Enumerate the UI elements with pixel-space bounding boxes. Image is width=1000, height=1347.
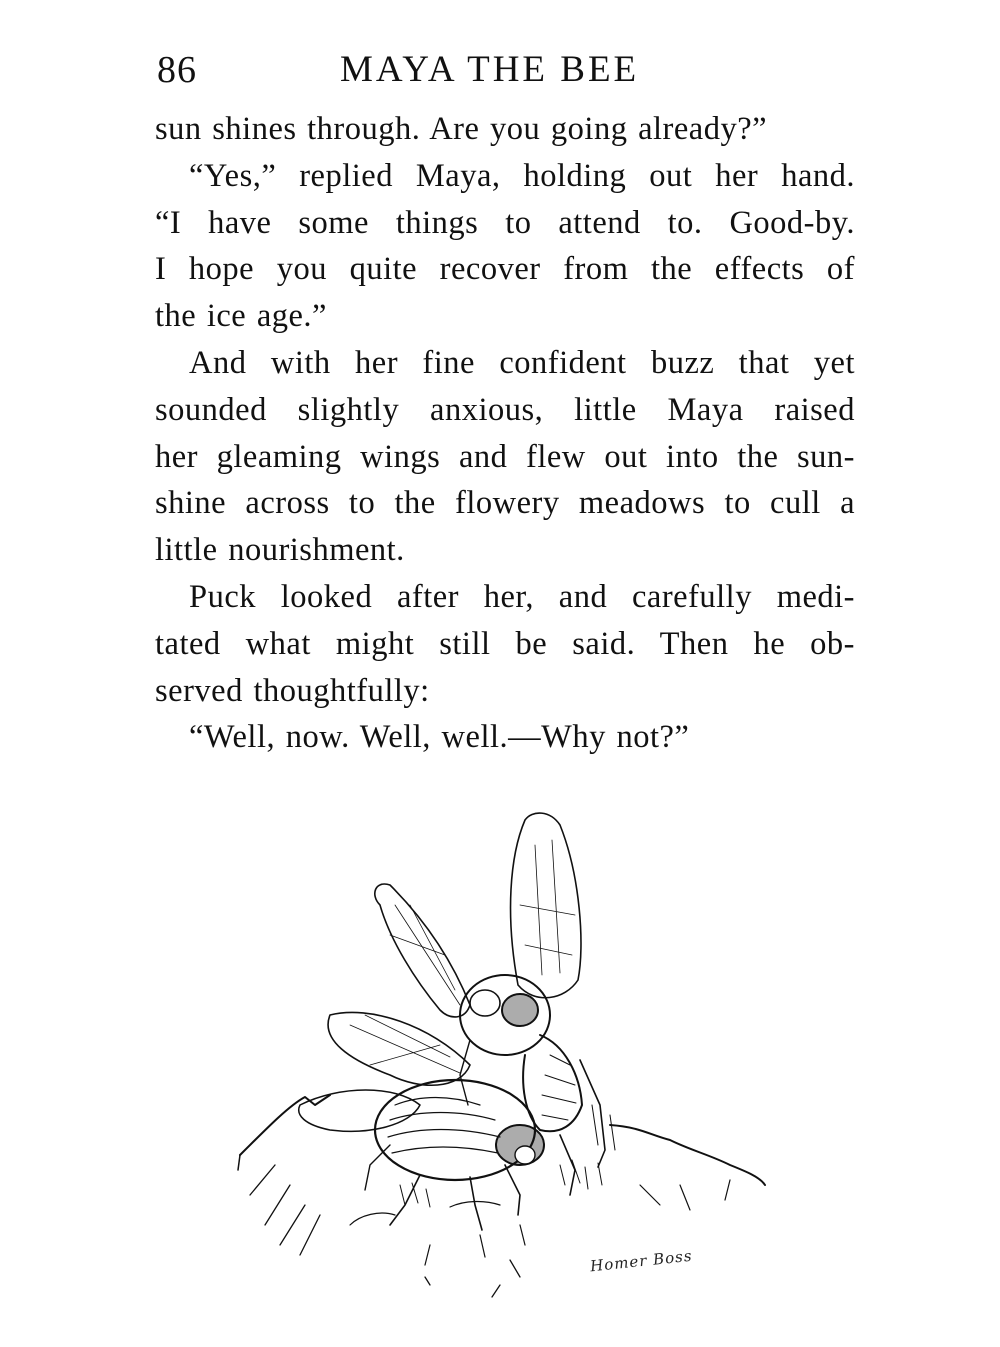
page-number: 86	[157, 49, 197, 91]
paragraph	[155, 340, 855, 574]
paragraph	[155, 153, 855, 340]
text-line: little nourishment.	[155, 532, 405, 569]
illustrator-signature: Homer Boss	[589, 1246, 694, 1276]
page-header	[0, 48, 1000, 98]
text-line: tated what might still be said. Then he ob-	[155, 625, 855, 662]
paragraph	[155, 714, 855, 761]
text-line: Puck looked after her, and carefully medi-	[189, 578, 855, 615]
paragraph	[155, 574, 855, 714]
text-line: I hope you quite recover from the effects of	[155, 251, 855, 288]
text-line: sun shines through. Are you going already?”	[155, 111, 768, 147]
text-line: her gleaming wings and flew out into the sun-	[155, 438, 855, 475]
text-line: served thoughtfully:	[155, 672, 430, 709]
text-line: “Well, now. Well, well.—Why not?”	[189, 719, 690, 756]
body-text	[155, 106, 855, 761]
flies-illustration	[220, 805, 800, 1305]
text-line: “I have some things to attend to. Good-by.	[155, 204, 855, 241]
text-line: “Yes,” replied Maya, holding out her hand.	[189, 157, 855, 194]
paragraph	[155, 106, 855, 153]
text-line: sounded slightly anxious, little Maya raised	[155, 391, 855, 428]
text-line: And with her fine confident buzz that yet	[189, 344, 855, 381]
text-line: the ice age.”	[155, 298, 327, 335]
text-line: shine across to the flowery meadows to cull a	[155, 485, 855, 522]
flies-drawing	[220, 805, 800, 1305]
running-title: MAYA THE BEE	[340, 49, 640, 90]
